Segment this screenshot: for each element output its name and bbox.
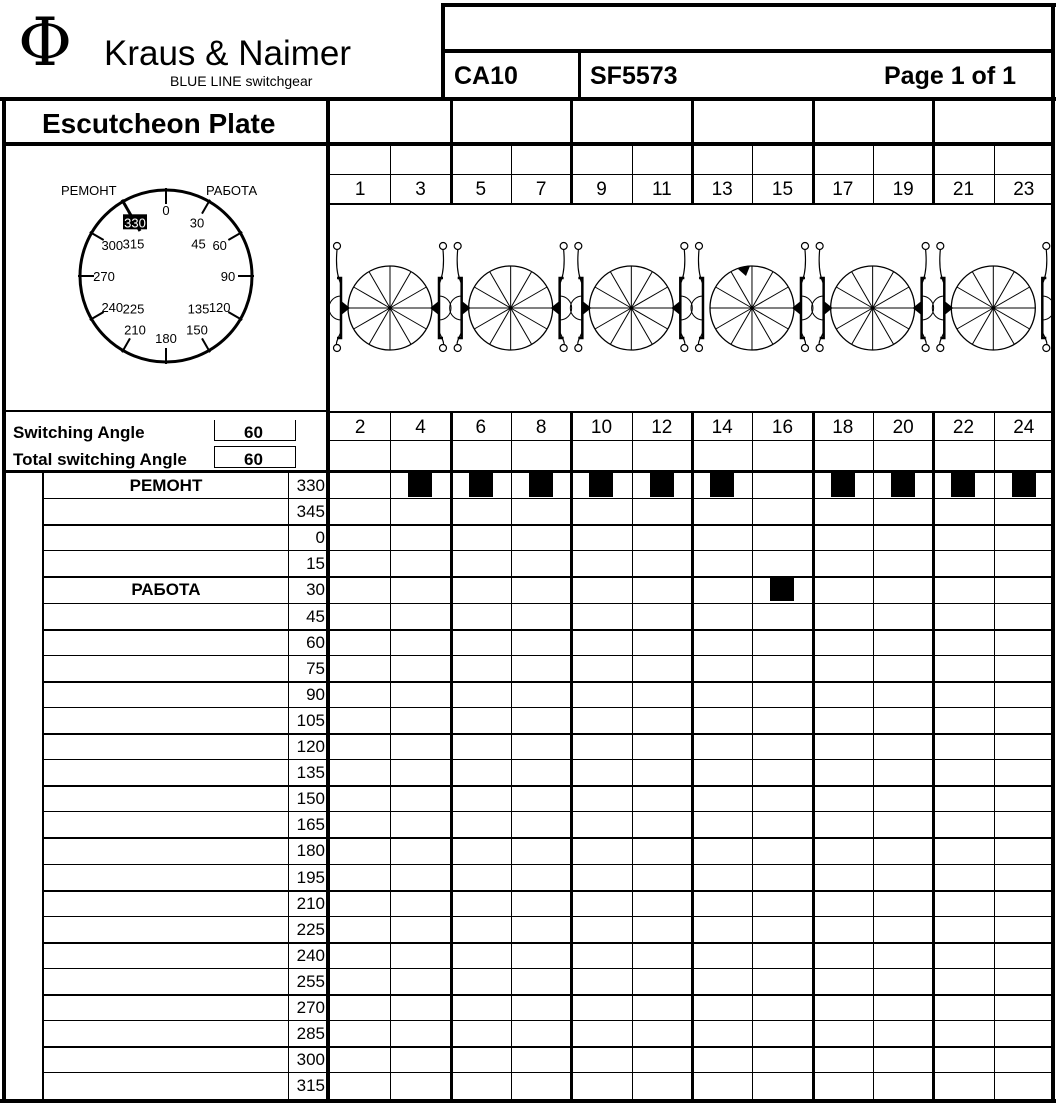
stage-divider (691, 100, 694, 144)
contact-stage (691, 243, 813, 352)
dial-angle-label: 330 (124, 215, 146, 231)
terminal-number: 4 (415, 417, 426, 438)
terminal-number: 10 (590, 417, 613, 438)
position-angle: 90 (306, 684, 325, 704)
logo-symbol: Φ (18, 4, 73, 81)
position-angle: 120 (296, 737, 325, 756)
switching-angle-value: 60 (244, 423, 263, 442)
position-angle: 285 (296, 1024, 325, 1044)
frame-line (578, 51, 581, 99)
table-row-line (44, 785, 1054, 787)
frame-line (2, 410, 330, 412)
table-row-line (44, 837, 1054, 839)
terminal-number: 16 (771, 417, 794, 438)
table-row-line (44, 733, 1054, 735)
dial-tick (122, 338, 130, 352)
table-row-line (44, 681, 1054, 683)
frame-line (2, 98, 6, 1103)
header-code: CA10 (454, 62, 518, 90)
frame-line (2, 142, 1055, 146)
terminal-number: 3 (415, 179, 426, 200)
contact-diagram (330, 204, 1054, 412)
terminal-number: 12 (651, 417, 673, 438)
frame-line (326, 98, 330, 1103)
frame-line (443, 49, 1055, 53)
stage-divider (932, 100, 935, 144)
terminal-number: 8 (535, 417, 547, 438)
position-angle: 225 (296, 919, 325, 939)
escutcheon-dial (0, 146, 328, 412)
total-switching-angle-label: Total switching Angle (13, 450, 187, 469)
position-angle: 270 (296, 998, 325, 1017)
terminal-number: 6 (475, 417, 487, 438)
dial-angle-label: 45 (191, 236, 206, 252)
contact-closed-mark (891, 473, 915, 497)
table-row-line (44, 1046, 1054, 1048)
contact-stage (450, 243, 572, 352)
position-angle: 330 (296, 476, 325, 495)
contact-closed-mark (951, 473, 975, 497)
position-name: РАБОТА (131, 580, 201, 600)
position-angle: 45 (306, 606, 325, 626)
brand-name: Kraus & Naimer (104, 34, 352, 73)
position-name: РЕМОНТ (129, 476, 203, 495)
position-angle: 30 (306, 580, 325, 600)
table-row-line (44, 942, 1054, 944)
contact-closed-mark (589, 473, 613, 497)
contact-stage (812, 243, 934, 352)
contact-closed-mark (1012, 473, 1036, 497)
position-angle: 300 (296, 1050, 325, 1070)
position-angle: 255 (296, 971, 325, 991)
position-angle: 105 (296, 710, 325, 730)
terminal-number: 7 (535, 179, 547, 200)
terminal-number: 13 (711, 179, 733, 200)
dial-angle-label: 30 (189, 215, 205, 231)
stage-divider (570, 100, 573, 144)
dial-angle-label: 210 (124, 322, 146, 338)
table-row-line (44, 1020, 1054, 1021)
position-angle: 195 (296, 867, 325, 887)
dial-label-remont: РЕМОНТ (61, 183, 117, 198)
stage-divider (812, 100, 815, 144)
dial-angle-label: 270 (93, 269, 115, 284)
position-angle: 60 (306, 632, 325, 652)
position-angle: 210 (296, 893, 325, 913)
table-row-line (44, 1072, 1054, 1073)
contact-closed-mark (469, 473, 493, 497)
contact-closed-mark (831, 473, 855, 497)
table-row-line (44, 707, 1054, 708)
table-row-line (44, 576, 1054, 578)
contact-closed-mark (770, 577, 794, 601)
dial-angle-label: 240 (101, 300, 124, 315)
position-angle: 75 (306, 658, 325, 678)
position-angle: 345 (296, 502, 325, 522)
table-row-line (44, 968, 1054, 969)
terminal-number: 5 (475, 179, 487, 200)
dial-angle-label: 150 (186, 322, 208, 338)
position-angle: 15 (306, 554, 325, 574)
table-row-line (44, 655, 1054, 656)
terminal-number: 9 (596, 179, 607, 200)
terminal-number: 1 (354, 179, 366, 200)
header-page: Page 1 of 1 (884, 62, 1016, 90)
frame-line (0, 1099, 1056, 1103)
table-row-line (44, 524, 1054, 526)
contact-stage (932, 243, 1054, 352)
table-row-line (44, 759, 1054, 760)
terminal-number: 11 (651, 179, 672, 200)
contact-stage (570, 243, 692, 352)
table-row-line (44, 864, 1054, 865)
terminal-number: 19 (892, 179, 914, 200)
terminal-number: 24 (1013, 417, 1035, 438)
position-angle: 240 (296, 945, 325, 965)
terminal-number: 17 (832, 179, 854, 200)
dial-angle-label: 0 (162, 203, 170, 218)
dial-angle-label: 60 (212, 238, 227, 253)
dial-angle-label: 90 (220, 269, 236, 284)
contact-closed-mark (710, 473, 734, 497)
position-angle: 165 (296, 815, 325, 835)
table-row-line (44, 603, 1054, 604)
terminal-number: 22 (952, 417, 975, 438)
frame-line (1051, 3, 1055, 1103)
table-row-line (44, 890, 1054, 892)
dial-tick (202, 200, 210, 214)
dial-angle-label: 120 (208, 300, 231, 315)
brand-tagline: BLUE LINE switchgear (170, 73, 313, 89)
dial-tick (228, 232, 242, 240)
position-angle: 180 (296, 841, 325, 861)
dial-angle-label: 180 (155, 331, 177, 346)
terminal-number: 15 (771, 179, 794, 200)
dial-tick (202, 338, 210, 352)
contact-closed-mark (650, 473, 674, 497)
table-row-line (44, 916, 1054, 917)
switching-angle-label: Switching Angle (13, 423, 145, 442)
terminal-number: 20 (892, 417, 914, 438)
stage-divider (450, 100, 453, 144)
section-title: Escutcheon Plate (42, 108, 276, 139)
terminal-number: 21 (952, 179, 975, 200)
header-part-number: SF5573 (590, 62, 678, 90)
terminal-number: 18 (832, 417, 854, 438)
position-angle: 0 (315, 528, 325, 548)
terminal-number: 2 (354, 417, 366, 438)
position-angle: 150 (296, 789, 325, 809)
dial-angle-label: 315 (122, 236, 145, 252)
contact-stage (330, 243, 451, 352)
table-row-line (44, 550, 1054, 551)
table-row-line (44, 629, 1054, 631)
dial-angle-label: 300 (101, 238, 124, 253)
total-switching-angle-value: 60 (244, 450, 263, 469)
contact-closed-mark (408, 473, 432, 497)
terminal-number: 14 (711, 417, 733, 438)
table-row-line (44, 994, 1054, 996)
dial-label-rabota: РАБОТА (206, 183, 258, 198)
terminal-number: 23 (1013, 179, 1035, 200)
table-row-line (44, 811, 1054, 812)
frame-line (0, 97, 1056, 101)
dial-angle-label: 225 (122, 301, 145, 317)
contact-closed-mark (529, 473, 553, 497)
frame-line (441, 3, 1056, 7)
position-angle: 135 (296, 763, 325, 783)
table-row-line (44, 498, 1054, 499)
position-angle: 315 (296, 1076, 325, 1096)
dial-angle-label: 135 (187, 301, 210, 317)
